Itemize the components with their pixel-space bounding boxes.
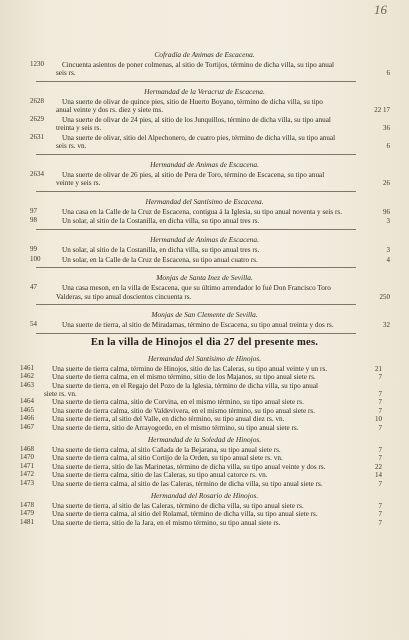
entry-text-line: Valderas, su tipo anual doscientos cincuenta rs. bbox=[56, 292, 192, 301]
entry-amount: 22 17 bbox=[374, 106, 390, 115]
section-divider bbox=[36, 304, 356, 305]
entry-text-line: Una suerte de tierra calma, al sitio Cortijo de la Orden, su tipo anual siete rs. vn. bbox=[52, 454, 283, 463]
entry-amount: 7 bbox=[378, 479, 382, 488]
entry-amount: 7 bbox=[378, 510, 382, 519]
section-divider bbox=[36, 229, 356, 230]
entry-text-line: Una suerte de tierra, sitio de la Jara, en el mismo término, su tipo anual siete rs. bbox=[52, 518, 281, 527]
entry-amount: 7 bbox=[378, 389, 382, 398]
entry-text-line: Una suerte de tierra, sitio de las Marinetas, término de dicha villa, su tipo anual veinte y dos rs. bbox=[52, 462, 326, 471]
entry-number: 1462 bbox=[20, 372, 34, 381]
entry-number: 2634 bbox=[30, 169, 44, 178]
entry-text-line: Un solar, al sitio de la Costanilla, en dicha villa, su tipo anual tres rs. bbox=[62, 245, 260, 254]
entry-amount: 7 bbox=[378, 398, 382, 407]
page-number: 16 bbox=[374, 2, 387, 17]
entry-number: 54 bbox=[30, 320, 37, 329]
entry-amount: 21 bbox=[375, 364, 382, 373]
entry-number: 1471 bbox=[20, 461, 34, 470]
entry-number: 1465 bbox=[20, 405, 34, 414]
entry-text-line: veinte y seis rs. bbox=[56, 178, 101, 187]
entry-amount: 7 bbox=[378, 406, 382, 415]
entry-text-line: Una suerte de tierra calma, en el mismo término, sitio de los Majanos, su tipo anual siete rs. bbox=[52, 373, 316, 382]
entry-number: 1470 bbox=[20, 453, 34, 462]
entry-number: 98 bbox=[30, 216, 37, 225]
entry-text-line: Una suerte de tierra calma, al sitio de las Caleras, término de dicha villa, su tipo anual siete rs. bbox=[52, 479, 323, 488]
entry-number: 1467 bbox=[20, 422, 34, 431]
entry-text-line: Una suerte de tierra calma, término de Hinojos, sitio de las Caleras, su tipo anual veinte y un rs. bbox=[52, 364, 328, 373]
entry-amount: 36 bbox=[383, 124, 390, 132]
entry-text-line: anual veinte y dos rs. diez y siete ms. bbox=[56, 106, 163, 115]
entry-text-line: Una casa meson, en la villa de Escacena, que su último arrendador lo fué Don Francisco Toro bbox=[62, 284, 331, 293]
entry-number: 1479 bbox=[20, 509, 34, 518]
entry-number: 1481 bbox=[20, 517, 34, 526]
entry-number: 1468 bbox=[20, 444, 34, 453]
entry-amount: 7 bbox=[378, 423, 382, 432]
entry-number: 1473 bbox=[20, 478, 34, 487]
entry-number: 99 bbox=[30, 244, 37, 253]
entry-text-line: Cincuenta asientos de poner colmenas, al sitio de Tortijos, término de dicha villa, su tipo anual bbox=[62, 61, 335, 69]
section-heading: Hermandad del Rosario de Hinojos. bbox=[150, 490, 259, 500]
section-divider bbox=[36, 81, 356, 82]
entry-number: 1464 bbox=[20, 397, 34, 406]
entry-text-line: Una suerte de tierra calma, al sitio del Rolamal, término de dicha villa, su tipo anual siete rs. bbox=[52, 510, 318, 519]
section-heading: Hermandad de Animas de Escacena. bbox=[150, 234, 259, 244]
entry-number: 1230 bbox=[30, 60, 44, 68]
entry-number: 97 bbox=[30, 206, 37, 215]
entry-text-line: Una suerte de tierra, al sitio del Valle, en dicho término, su tipo anual diez rs. vn. bbox=[52, 415, 285, 424]
entry-text-line: Una suerte de tierra, sitio de Arrayogordo, en el mismo término, su tipo anual siete rs. bbox=[52, 423, 299, 432]
entry-text-line: Una suerte de tierra, al sitio de Miradamas, término de Escacena, su tipo anual treinta y dos rs. bbox=[62, 321, 334, 330]
entry-amount: 7 bbox=[378, 454, 382, 463]
entry-text-line: Una suerte de olivar de 24 pies, al sitio de los Junquillos, término de dicha villa, su tipo anual bbox=[62, 115, 331, 124]
town-heading: En la villa de Hinojos el dia 27 del presente mes. bbox=[90, 336, 319, 348]
entry-amount: 7 bbox=[378, 373, 382, 382]
entry-text-line: seis rs. vn. bbox=[56, 141, 87, 150]
entry-text-line: Un solar, en la Calle de la Cruz de Escacena, su tipo anual cuatro rs. bbox=[62, 255, 258, 264]
entry-number: 1466 bbox=[20, 414, 34, 423]
entry-amount: 14 bbox=[375, 471, 382, 480]
section-divider bbox=[36, 333, 356, 334]
entry-amount: 26 bbox=[383, 178, 390, 187]
entry-number: 47 bbox=[30, 283, 37, 292]
entry-amount: 6 bbox=[386, 141, 390, 150]
entry-amount: 7 bbox=[378, 518, 382, 527]
entry-amount: 3 bbox=[386, 217, 390, 226]
entry-text-line: Una suerte de tierra calma, al sitio Cañada de la Bejarana, su tipo anual siete rs. bbox=[52, 445, 281, 454]
entry-number: 1461 bbox=[20, 363, 34, 372]
entry-amount: 32 bbox=[383, 321, 390, 330]
entry-number: 1478 bbox=[20, 500, 34, 509]
entry-text-line: Un solar, al sitio de la Costanilla, en dicha villa, su tipo anual tres rs. bbox=[62, 217, 260, 226]
section-heading: Hermandad del Santísimo de Hinojos. bbox=[147, 353, 262, 363]
entry-number: 100 bbox=[30, 254, 41, 263]
entry-text-line: Una suerte de olivar de quince pies, sitio de Huerto Boyano, término de dicha villa, su tipo bbox=[62, 97, 323, 106]
entry-text-line: Una suerte de tierra, al sitio de las Caleras, término de dicha villa, su tipo anual siete rs. bbox=[52, 501, 304, 510]
section-divider bbox=[36, 154, 356, 155]
entry-number: 1463 bbox=[20, 380, 34, 389]
entry-text-line: Una suerte de olivar, sitio del Alpechonero, de cuatro pies, término de dicha villa, su tipo anual bbox=[62, 133, 336, 142]
entry-number: 2629 bbox=[30, 114, 44, 123]
entry-amount: 10 bbox=[375, 415, 382, 424]
section-heading: Hermandad de la Veracruz de Escacena. bbox=[144, 86, 265, 96]
entry-amount: 7 bbox=[378, 445, 382, 454]
entry-text-line: Una suerte de olivar de 26 pies, al sitio de Pera de Toro, término de Escacena, su tipo anual bbox=[62, 170, 325, 179]
section-divider bbox=[36, 191, 356, 192]
entry-amount: 96 bbox=[383, 207, 390, 216]
section-heading: Cofradía de Animas de Escacena. bbox=[154, 50, 255, 59]
entry-number: 2628 bbox=[30, 96, 44, 105]
entry-amount: 6 bbox=[386, 69, 390, 78]
entry-amount: 250 bbox=[379, 292, 390, 301]
section-heading: Monjas de Santa Inez de Sevilla. bbox=[156, 273, 253, 283]
section-heading: Hermandad de Animas de Escacena. bbox=[150, 159, 259, 169]
entry-text-line: seis rs. bbox=[56, 69, 76, 78]
entry-amount: 22 bbox=[375, 462, 382, 471]
entry-text-line: siete rs. vn. bbox=[44, 389, 77, 398]
entry-amount: 7 bbox=[378, 501, 382, 510]
entry-amount: 3 bbox=[386, 245, 390, 254]
entry-text-line: Una suerte de tierra calma, sitio de las Caleras, su tipo anual catorce rs. vn. bbox=[52, 471, 268, 480]
section-heading: Monjas de San Clemente de Sevilla. bbox=[151, 310, 258, 320]
entry-text-line: Una suerte de tierra, en el Regajo del Pozo de la Iglesia, término de dicha villa, su tipo anual bbox=[52, 381, 319, 390]
section-heading: Hermandad del Santísimo de Escacena. bbox=[145, 196, 264, 206]
entry-amount: 4 bbox=[386, 255, 390, 264]
entry-number: 2631 bbox=[30, 132, 44, 141]
entry-text-line: Una casa en la Calle de la Cruz de Escacena, contigua á la Iglesia, su tipo anual noventa y seis rs. bbox=[62, 207, 343, 216]
section-divider bbox=[36, 267, 356, 268]
section-heading: Hermandad de la Soledad de Hinojos. bbox=[147, 434, 262, 444]
entry-number: 1472 bbox=[20, 470, 34, 479]
entry-text-line: Una suerte de tierra calma, sitio de Valdevivera, en el mismo término, su tipo anual siete rs. bbox=[52, 406, 315, 415]
entry-text-line: Una suerte de tierra calma, sitio de Corvina, en el mismo término, su tipo anual siete rs. bbox=[52, 398, 304, 407]
entry-text-line: treinta y seis rs. bbox=[56, 124, 102, 132]
